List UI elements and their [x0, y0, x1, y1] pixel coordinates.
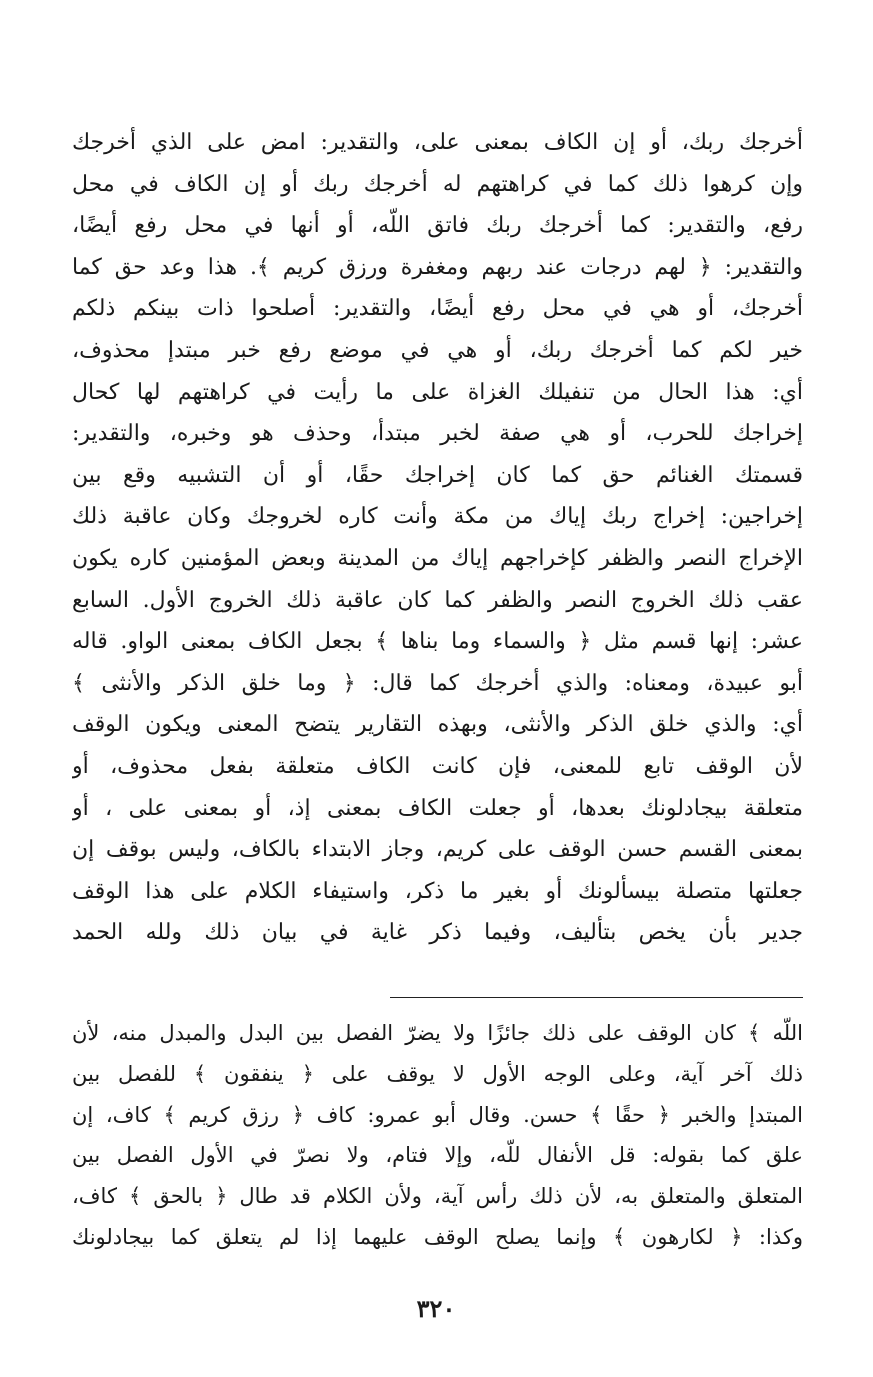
main-text: [72, 122, 803, 954]
text-line: خير لكم كما أخرجك ربك، أو هي في موضع رفع خبر مبتدإ محذوف،: [72, 337, 803, 363]
text-line: وإن كرهوا ذلك كما في كراهتهم له أخرجك ربك أو إن الكاف في محل: [72, 171, 803, 197]
text-line: الإخراج النصر والظفر كإخراجهم إياك من المدينة وبعض المؤمنين كاره يكون: [72, 545, 803, 571]
text-line: جدير بأن يخص بتأليف، وفيما ذكر غاية في بيان ذلك ولله الحمد: [72, 920, 803, 946]
footnote-line: المتعلق والمتعلق به، لأن ذلك رأس آية، ولأن الكلام قد طال ﴿ بالحق ﴾ كاف،: [72, 1184, 803, 1209]
text-line: عشر: إنها قسم مثل ﴿ والسماء وما بناها ﴾ بجعل الكاف بمعنى الواو. قاله: [72, 629, 803, 655]
page-number: ٣٢٠: [416, 1294, 456, 1323]
text-line: أخرجك ربك، أو إن الكاف بمعنى على، والتقدير: امض على الذي أخرجك: [72, 130, 803, 155]
text-line: قسمتك الغنائم حق كما كان إخراجك حقًا، أو أن التشبيه وقع بين: [72, 462, 803, 488]
text-line: عقب ذلك الخروج النصر والظفر كما كان عاقبة ذلك الخروج الأول. السابع: [72, 587, 803, 613]
text-line: متعلقة بيجادلونك بعدها، أو جعلت الكاف بمعنى إذ، أو بمعنى على ، أو: [72, 795, 803, 821]
text-line: إخراجين: إخراج ربك إياك من مكة وأنت كاره لخروجك وكان عاقبة ذلك: [72, 504, 803, 530]
text-line: إخراجك للحرب، أو هي صفة لخبر مبتدأ، وحذف هو وخبره، والتقدير:: [72, 421, 803, 447]
text-line: رفع، والتقدير: كما أخرجك ربك فاتق اللّه، أو أنها في محل رفع أيضًا،: [72, 213, 803, 239]
footnote-line: ذلك آخر آية، وعلى الوجه الأول لا يوقف على ﴿ ينفقون ﴾ للفصل بين: [72, 1061, 803, 1086]
text-line: أي: والذي خلق الذكر والأنثى، وبهذه التقارير يتضح المعنى ويكون الوقف: [72, 712, 803, 738]
text-line: أي: هذا الحال من تنفيلك الغزاة على ما رأيت في كراهتهم لها كحال: [72, 379, 803, 405]
text-line: جعلتها متصلة بيسألونك أو بغير ما ذكر، واستيفاء الكلام على هذا الوقف: [72, 878, 803, 904]
text-line: لأن الوقف تابع للمعنى، فإن كانت الكاف متعلقة بفعل محذوف، أو: [72, 753, 803, 779]
footnote-line: علق كما بقوله: قل الأنفال للّه، وإلا فتام، ولا نصرّ في الأول الفصل بين: [72, 1143, 803, 1168]
footnote-text: [72, 1013, 803, 1258]
footnote-line: اللّه ﴾ كان الوقف على ذلك جائزًا ولا يضرّ الفصل بين البدل والمبدل منه، لأن: [72, 1021, 803, 1045]
text-line: والتقدير: ﴿ لهم درجات عند ربهم ومغفرة ورزق كريم ﴾. هذا وعد حق كما: [72, 254, 803, 280]
text-line: أبو عبيدة، ومعناه: والذي أخرجك كما قال: ﴿ وما خلق الذكر والأنثى ﴾: [72, 670, 803, 696]
text-line: أخرجك، أو هي في محل رفع أيضًا، والتقدير: أصلحوا ذات بينكم ذلكم: [72, 296, 803, 322]
footnote-separator: [390, 997, 803, 998]
footnote-line: وكذا: ﴿ لكارهون ﴾ وإنما يصلح الوقف عليهما إذا لم يتعلق كما بيجادلونك: [72, 1224, 803, 1249]
text-line: بمعنى القسم حسن الوقف على كريم، وجاز الابتداء بالكاف، وليس بوقف إن: [72, 837, 803, 863]
footnote-line: المبتدإ والخبر ﴿ حقًا ﴾ حسن. وقال أبو عمرو: كاف ﴿ رزق كريم ﴾ كاف، إن: [72, 1102, 803, 1127]
